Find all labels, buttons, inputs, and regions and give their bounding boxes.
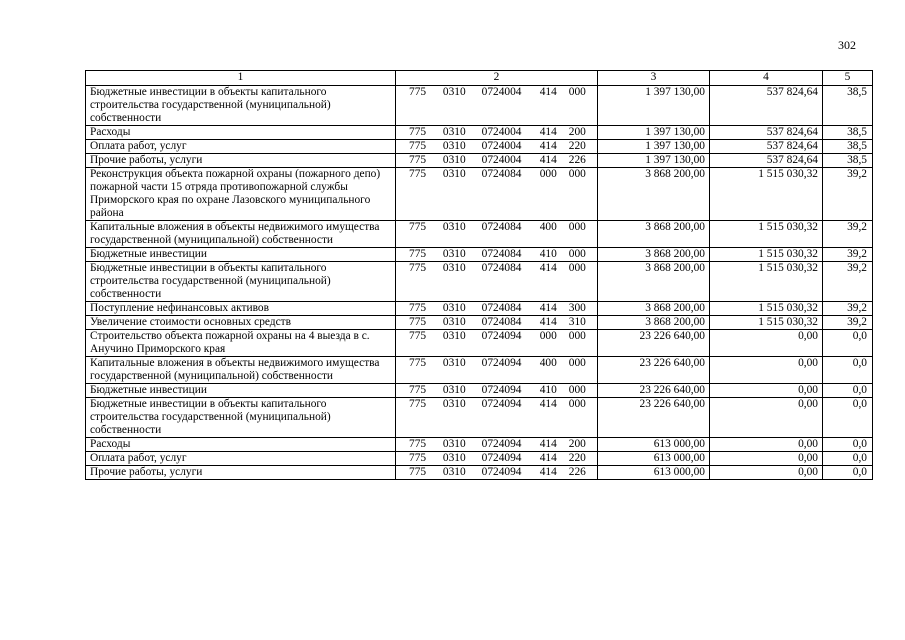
code-kosgu: 000 bbox=[568, 86, 586, 98]
row-name: Расходы bbox=[86, 438, 396, 452]
row-codes bbox=[396, 126, 598, 140]
executed-amount: 0,00 bbox=[710, 384, 823, 398]
code-expense-type: 414 bbox=[539, 154, 557, 166]
code-admin: 775 bbox=[409, 302, 427, 314]
code-expense-type: 414 bbox=[539, 466, 557, 478]
executed-amount: 0,00 bbox=[710, 466, 823, 480]
code-kosgu: 300 bbox=[568, 302, 586, 314]
code-admin: 775 bbox=[409, 330, 427, 342]
column-header: 4 bbox=[710, 71, 823, 86]
code-target: 0724094 bbox=[481, 384, 522, 396]
budget-table bbox=[85, 70, 873, 480]
execution-percent: 39,2 bbox=[823, 248, 873, 262]
executed-amount: 537 824,64 bbox=[710, 126, 823, 140]
row-name: Бюджетные инвестиции в объекты капитального строительства государственной (муниципальной) собственности bbox=[86, 262, 396, 302]
planned-amount: 3 868 200,00 bbox=[598, 168, 710, 221]
execution-percent: 0,0 bbox=[823, 398, 873, 438]
code-kosgu: 220 bbox=[568, 452, 586, 464]
row-codes bbox=[396, 466, 598, 480]
code-section: 0310 bbox=[442, 248, 466, 260]
code-kosgu: 000 bbox=[568, 398, 586, 410]
table-row bbox=[86, 168, 873, 221]
planned-amount: 3 868 200,00 bbox=[598, 302, 710, 316]
code-expense-type: 410 bbox=[539, 248, 557, 260]
code-expense-type: 410 bbox=[539, 384, 557, 396]
code-target: 0724084 bbox=[481, 221, 522, 233]
code-kosgu: 000 bbox=[568, 262, 586, 274]
code-kosgu: 000 bbox=[568, 221, 586, 233]
execution-percent: 0,0 bbox=[823, 330, 873, 357]
code-admin: 775 bbox=[409, 466, 427, 478]
planned-amount: 613 000,00 bbox=[598, 466, 710, 480]
planned-amount: 613 000,00 bbox=[598, 452, 710, 466]
code-admin: 775 bbox=[409, 316, 427, 328]
executed-amount: 537 824,64 bbox=[710, 140, 823, 154]
code-target: 0724084 bbox=[481, 248, 522, 260]
executed-amount: 0,00 bbox=[710, 357, 823, 384]
row-name: Поступление нефинансовых активов bbox=[86, 302, 396, 316]
table-row bbox=[86, 221, 873, 248]
row-codes bbox=[396, 140, 598, 154]
row-codes bbox=[396, 357, 598, 384]
row-codes bbox=[396, 221, 598, 248]
code-section: 0310 bbox=[442, 154, 466, 166]
code-admin: 775 bbox=[409, 168, 427, 180]
code-kosgu: 000 bbox=[568, 168, 586, 180]
code-admin: 775 bbox=[409, 126, 427, 138]
execution-percent: 38,5 bbox=[823, 154, 873, 168]
code-kosgu: 310 bbox=[568, 316, 586, 328]
executed-amount: 0,00 bbox=[710, 438, 823, 452]
table-row bbox=[86, 262, 873, 302]
row-codes bbox=[396, 168, 598, 221]
code-target: 0724004 bbox=[481, 126, 522, 138]
planned-amount: 23 226 640,00 bbox=[598, 357, 710, 384]
row-codes bbox=[396, 452, 598, 466]
code-kosgu: 200 bbox=[568, 438, 586, 450]
planned-amount: 23 226 640,00 bbox=[598, 330, 710, 357]
code-target: 0724094 bbox=[481, 398, 522, 410]
executed-amount: 1 515 030,32 bbox=[710, 302, 823, 316]
executed-amount: 1 515 030,32 bbox=[710, 168, 823, 221]
row-name: Капитальные вложения в объекты недвижимого имущества государственной (муниципальной) собственности bbox=[86, 357, 396, 384]
execution-percent: 39,2 bbox=[823, 316, 873, 330]
row-name: Бюджетные инвестиции в объекты капитального строительства государственной (муниципальной) собственности bbox=[86, 398, 396, 438]
planned-amount: 613 000,00 bbox=[598, 438, 710, 452]
table-row bbox=[86, 302, 873, 316]
code-target: 0724094 bbox=[481, 438, 522, 450]
table-row bbox=[86, 140, 873, 154]
executed-amount: 1 515 030,32 bbox=[710, 262, 823, 302]
code-target: 0724004 bbox=[481, 140, 522, 152]
planned-amount: 1 397 130,00 bbox=[598, 86, 710, 126]
code-expense-type: 000 bbox=[539, 168, 557, 180]
row-name: Бюджетные инвестиции bbox=[86, 248, 396, 262]
code-expense-type: 414 bbox=[539, 438, 557, 450]
planned-amount: 3 868 200,00 bbox=[598, 221, 710, 248]
planned-amount: 23 226 640,00 bbox=[598, 398, 710, 438]
code-section: 0310 bbox=[442, 330, 466, 342]
code-section: 0310 bbox=[442, 168, 466, 180]
execution-percent: 39,2 bbox=[823, 262, 873, 302]
row-codes bbox=[396, 154, 598, 168]
execution-percent: 0,0 bbox=[823, 384, 873, 398]
code-admin: 775 bbox=[409, 86, 427, 98]
row-name: Прочие работы, услуги bbox=[86, 466, 396, 480]
table-row bbox=[86, 248, 873, 262]
row-codes bbox=[396, 248, 598, 262]
row-name: Прочие работы, услуги bbox=[86, 154, 396, 168]
code-section: 0310 bbox=[442, 357, 466, 369]
column-header: 3 bbox=[598, 71, 710, 86]
execution-percent: 39,2 bbox=[823, 302, 873, 316]
code-admin: 775 bbox=[409, 248, 427, 260]
planned-amount: 3 868 200,00 bbox=[598, 248, 710, 262]
code-kosgu: 226 bbox=[568, 466, 586, 478]
planned-amount: 1 397 130,00 bbox=[598, 154, 710, 168]
code-section: 0310 bbox=[442, 466, 466, 478]
table-row bbox=[86, 384, 873, 398]
code-admin: 775 bbox=[409, 154, 427, 166]
code-section: 0310 bbox=[442, 140, 466, 152]
code-expense-type: 414 bbox=[539, 316, 557, 328]
code-section: 0310 bbox=[442, 302, 466, 314]
code-section: 0310 bbox=[442, 86, 466, 98]
code-target: 0724094 bbox=[481, 452, 522, 464]
table-row bbox=[86, 438, 873, 452]
planned-amount: 23 226 640,00 bbox=[598, 384, 710, 398]
table-header-row bbox=[86, 71, 873, 86]
execution-percent: 0,0 bbox=[823, 466, 873, 480]
table-row bbox=[86, 452, 873, 466]
row-name: Бюджетные инвестиции в объекты капитального строительства государственной (муниципальной) собственности bbox=[86, 86, 396, 126]
code-kosgu: 000 bbox=[568, 357, 586, 369]
table-row bbox=[86, 357, 873, 384]
column-header: 2 bbox=[396, 71, 598, 86]
row-name: Реконструкция объекта пожарной охраны (пожарного депо) пожарной части 15 отряда противопожарной службы Приморского края по охране Лазовского муниципального района bbox=[86, 168, 396, 221]
table-row bbox=[86, 126, 873, 140]
code-expense-type: 414 bbox=[539, 452, 557, 464]
column-header: 5 bbox=[823, 71, 873, 86]
code-target: 0724004 bbox=[481, 154, 522, 166]
row-codes bbox=[396, 316, 598, 330]
column-header: 1 bbox=[86, 71, 396, 86]
code-section: 0310 bbox=[442, 262, 466, 274]
code-kosgu: 000 bbox=[568, 330, 586, 342]
executed-amount: 537 824,64 bbox=[710, 154, 823, 168]
code-kosgu: 000 bbox=[568, 248, 586, 260]
code-section: 0310 bbox=[442, 316, 466, 328]
code-admin: 775 bbox=[409, 357, 427, 369]
code-section: 0310 bbox=[442, 221, 466, 233]
code-target: 0724094 bbox=[481, 330, 522, 342]
table-row bbox=[86, 316, 873, 330]
row-codes bbox=[396, 262, 598, 302]
executed-amount: 1 515 030,32 bbox=[710, 316, 823, 330]
execution-percent: 39,2 bbox=[823, 221, 873, 248]
code-expense-type: 000 bbox=[539, 330, 557, 342]
row-name: Бюджетные инвестиции bbox=[86, 384, 396, 398]
code-target: 0724084 bbox=[481, 302, 522, 314]
code-expense-type: 414 bbox=[539, 398, 557, 410]
execution-percent: 0,0 bbox=[823, 452, 873, 466]
execution-percent: 39,2 bbox=[823, 168, 873, 221]
execution-percent: 0,0 bbox=[823, 357, 873, 384]
code-target: 0724084 bbox=[481, 262, 522, 274]
executed-amount: 0,00 bbox=[710, 330, 823, 357]
planned-amount: 3 868 200,00 bbox=[598, 316, 710, 330]
code-expense-type: 400 bbox=[539, 357, 557, 369]
planned-amount: 1 397 130,00 bbox=[598, 126, 710, 140]
code-kosgu: 000 bbox=[568, 384, 586, 396]
code-target: 0724094 bbox=[481, 357, 522, 369]
code-expense-type: 414 bbox=[539, 302, 557, 314]
code-target: 0724094 bbox=[481, 466, 522, 478]
code-admin: 775 bbox=[409, 384, 427, 396]
code-admin: 775 bbox=[409, 221, 427, 233]
planned-amount: 3 868 200,00 bbox=[598, 262, 710, 302]
executed-amount: 537 824,64 bbox=[710, 86, 823, 126]
planned-amount: 1 397 130,00 bbox=[598, 140, 710, 154]
row-name: Капитальные вложения в объекты недвижимого имущества государственной (муниципальной) собственности bbox=[86, 221, 396, 248]
execution-percent: 38,5 bbox=[823, 140, 873, 154]
table-row bbox=[86, 466, 873, 480]
table-row bbox=[86, 330, 873, 357]
code-expense-type: 414 bbox=[539, 86, 557, 98]
row-name: Расходы bbox=[86, 126, 396, 140]
executed-amount: 1 515 030,32 bbox=[710, 221, 823, 248]
row-name: Оплата работ, услуг bbox=[86, 140, 396, 154]
code-section: 0310 bbox=[442, 452, 466, 464]
row-codes bbox=[396, 384, 598, 398]
code-admin: 775 bbox=[409, 398, 427, 410]
table-row bbox=[86, 86, 873, 126]
code-section: 0310 bbox=[442, 126, 466, 138]
code-expense-type: 400 bbox=[539, 221, 557, 233]
executed-amount: 0,00 bbox=[710, 398, 823, 438]
row-name: Оплата работ, услуг bbox=[86, 452, 396, 466]
code-admin: 775 bbox=[409, 438, 427, 450]
code-kosgu: 220 bbox=[568, 140, 586, 152]
code-expense-type: 414 bbox=[539, 262, 557, 274]
row-codes bbox=[396, 86, 598, 126]
code-section: 0310 bbox=[442, 398, 466, 410]
code-target: 0724004 bbox=[481, 86, 522, 98]
code-target: 0724084 bbox=[481, 316, 522, 328]
row-codes bbox=[396, 438, 598, 452]
code-section: 0310 bbox=[442, 384, 466, 396]
row-codes bbox=[396, 398, 598, 438]
executed-amount: 0,00 bbox=[710, 452, 823, 466]
row-codes bbox=[396, 302, 598, 316]
code-admin: 775 bbox=[409, 452, 427, 464]
code-expense-type: 414 bbox=[539, 140, 557, 152]
table-row bbox=[86, 398, 873, 438]
code-kosgu: 226 bbox=[568, 154, 586, 166]
execution-percent: 38,5 bbox=[823, 86, 873, 126]
row-codes bbox=[396, 330, 598, 357]
page-number: 302 bbox=[838, 38, 856, 52]
execution-percent: 38,5 bbox=[823, 126, 873, 140]
executed-amount: 1 515 030,32 bbox=[710, 248, 823, 262]
table-row bbox=[86, 154, 873, 168]
code-admin: 775 bbox=[409, 140, 427, 152]
table-body bbox=[86, 86, 873, 480]
code-section: 0310 bbox=[442, 438, 466, 450]
code-expense-type: 414 bbox=[539, 126, 557, 138]
code-target: 0724084 bbox=[481, 168, 522, 180]
code-kosgu: 200 bbox=[568, 126, 586, 138]
row-name: Увеличение стоимости основных средств bbox=[86, 316, 396, 330]
execution-percent: 0,0 bbox=[823, 438, 873, 452]
row-name: Строительство объекта пожарной охраны на 4 выезда в с. Анучино Приморского края bbox=[86, 330, 396, 357]
code-admin: 775 bbox=[409, 262, 427, 274]
